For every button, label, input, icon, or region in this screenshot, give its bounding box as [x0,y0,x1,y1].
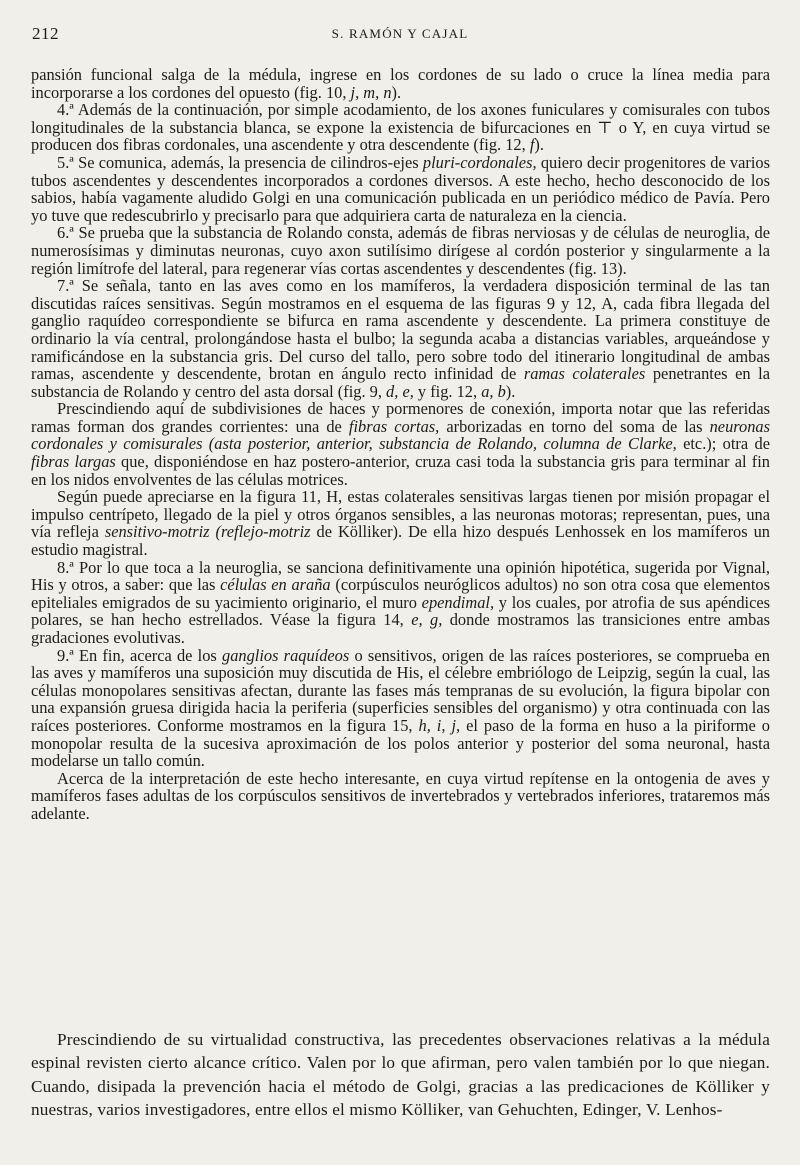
text-run: el paso de la forma en huso a la piriforme o monopolar resulta de la sucesiva aproximación de los polos anterior y posterior del soma neuronal, hasta modelarse un tallo común. [31,715,771,771]
text-run: pansión funcional salga de la médula, ingrese en los cordones de su lado o cruce la línea media para incorporarse a los cordones del opuesto (fig. 10, [31,65,770,102]
paragraph [31,154,770,224]
text-run: 6.ª Se prueba que la substancia de Rolando consta, además de fibras nerviosas y de células de neuroglia, de numerosísimas y diminutas neuronas, cuyo axon sutilísimo dirígese al cordón posterior y singularmente a la región limítrofe del lateral, para regenerar vías cortas ascendentes y descendentes (fig. 13). [31,223,770,278]
italic-run: neuronas cordonales y comisurales (asta posterior, anterior, substancia de Rolando, columna de Clarke, [31,416,771,454]
text-run: quiero decir progenitores de varios tubos ascendentes y descendentes incorporados a cordones diversos. A este hecho, hecho desconocido de los sabios, había vagamente aludido Golgi en una comunicación publicada en un periódico médico de Pavía. Pero yo tuve que redescubrirlo y precisarlo para que adquiriera carta de naturaleza en la ciencia. [31,152,770,225]
text-run: ). [505,381,516,401]
closing-paragraph: Prescindiendo de su virtualidad constructiva, las precedentes observaciones relativas a la médula espinal revisten cierto alcance crítico. Valen por lo que afirman, pero valen también por lo que niegan. Cuando, disipada la prevención hacia el método de Golgi, gracias a las predicaciones de Kölliker y nuestras, varios investigadores, entre ellos el mismo Kölliker, van Gehuchten, Edinger, V. Lenhos- [31,1030,770,1120]
italic-run: f [529,135,535,155]
paragraph [31,66,770,101]
running-head-author: S. RAMÓN Y CAJAL [331,26,469,41]
text-run: 4.ª Además de la continuación, por simple acodamiento, de los axones funiculares y comisurales con tubos longitudinales de la substancia blanca, se expone la existencia de bifurcaciones en ⊤ o Y, en cuya virtud se producen dos fibras cordonales, una ascendente y otra descendente (fig. 12, [31,100,770,155]
text-run: arborizadas en torno del soma de las [439,416,710,436]
paragraph [31,559,770,647]
text-run: Prescindiendo aquí de subdivisiones de haces y pormenores de conexión, importa notar que las referidas ramas forman dos grandes corrientes: una de [31,399,770,436]
text-run: penetrantes en la substancia de Rolando y centro del asta dorsal (fig. 9, [31,364,770,401]
italic-run: a, b [481,381,506,401]
text-run: 5.ª Se comunica, además, la presencia de cilindros-ejes [57,152,423,172]
text-run: ). [534,135,544,155]
italic-run: d, e, [386,381,414,401]
italic-run: sensitivo-motriz (reflejo-motriz [104,522,311,542]
text-run: y fig. 12, [413,381,482,401]
paragraph [31,488,770,558]
page-number: 212 [32,24,59,43]
text-run: (corpúsculos neuróglicos adultos) no son otra cosa que elementos epiteliales emigrados de su yacimiento originario, el muro [31,575,770,612]
paragraph [31,101,770,154]
paragraph [31,770,770,823]
text-run: 7.ª Se señala, tanto en las aves como en los mamíferos, la verdadera disposición terminal de las tan discutidas raíces sensitivas. Según mostramos en el esquema de las figuras 9 y 12, A, cada fibra llegada del ganglio raquídeo correspondiente se bifurca en rama ascendente y descendente. La primera constituye de ordinario la vía central, prolongándose hasta el bulbo; la segunda acaba a distancias variables, arqueándose y ramificándose en la substancia gris. Del curso del tallo, pero sobre todo del itinerario longitudinal de ambas ramas, ascendente y descendente, brotan en ángulo recto infinidad de [31,276,770,384]
italic-run: ganglios raquídeos [222,645,350,665]
italic-run: e, g, [411,610,443,630]
paragraph [31,647,770,770]
italic-run: células en araña [220,575,331,595]
italic-run: pluri-cordonales, [422,152,537,172]
italic-run: fibras largas [31,452,116,472]
paragraph [31,224,770,277]
text-run: etc.); otra de [676,434,770,454]
italic-run: ramas colaterales [523,364,646,384]
text-run: 8.ª Por lo que toca a la neuroglia, se sanciona definitivamente una opinión hipotética, sugerida por Vignal, His y otros, a saber: que las [31,557,770,595]
running-head [32,24,768,46]
text-run: Acerca de la interpretación de este hecho interesante, en cuya virtud repítense en la ontogenia de aves y mamíferos fases adultas de los corpúsculos sensitivos de invertebrados y vertebrados inferiores, trataremos más adelante. [31,768,770,823]
text-run: ). [391,82,402,102]
italic-run: fibras cortas, [348,416,440,436]
text-run: 9.ª En fin, acerca de los [57,645,223,665]
italic-run: j, m, n [350,82,392,102]
text-run: que, disponiéndose en haz postero-anterior, cruza casi toda la substancia gris para terminar al fin en los nidos envolventes de las células motrices. [31,452,770,489]
main-text-block [31,66,770,823]
text-run: donde mostramos las transiciones entre ambas gradaciones evolutivas. [31,610,771,647]
text-run: de Kölliker). De ella hizo después Lenhossek en los mamíferos un estudio magistral. [31,522,770,560]
text-run: y los cuales, por atrofia de sus apéndices polares, se han hecho estrellados. Véase la figura 14, [31,592,770,630]
paragraph [31,277,770,400]
text-run: Según puede apreciarse en la figura 11, H, estas colaterales sensitivas largas tienen por misión propagar el impulso centrípeto, llegado de la piel y otros órganos sensibles, a las neuronas motoras; representan, pues, una vía refleja [31,487,770,542]
closing-text-block [31,1028,770,1122]
paragraph [31,400,770,488]
italic-run: h, i, j, [418,715,461,735]
text-run: o sensitivos, origen de las raíces posteriores, se comprueba en las aves y mamíferos una suposición muy discutida de His, el célebre embriólogo de Leipzig, según la cual, las células monopolares sensitivas afectan, durante las fases más tempranas de su evolución, la figura bipolar con una expansión gruesa dirigida hacia la periferia (superficies sensibles del organismo) y otra continuada con las raíces posteriores. Conforme mostramos en la figura 15, [31,645,770,735]
italic-run: ependimal, [421,592,495,612]
